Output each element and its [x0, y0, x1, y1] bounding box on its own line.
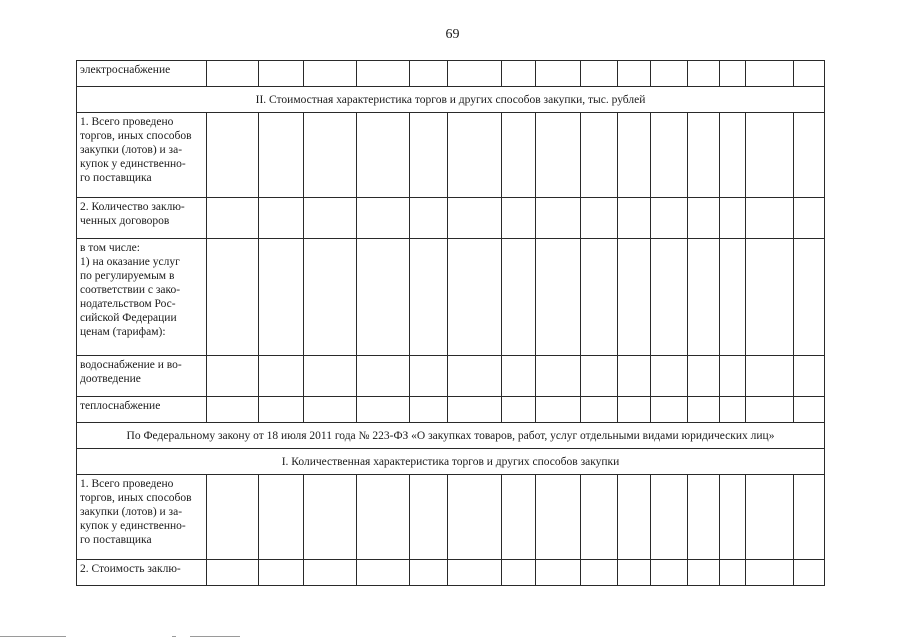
empty-cell [207, 560, 259, 586]
empty-cell [651, 61, 688, 87]
empty-cell [688, 61, 720, 87]
empty-cell [720, 198, 746, 239]
empty-cell [304, 397, 357, 423]
empty-cell [357, 397, 410, 423]
empty-cell [618, 113, 651, 198]
empty-cell [410, 61, 448, 87]
empty-cell [720, 239, 746, 356]
empty-cell [357, 475, 410, 560]
empty-cell [259, 560, 304, 586]
empty-cell [746, 560, 794, 586]
empty-cell [410, 198, 448, 239]
empty-cell [410, 560, 448, 586]
empty-cell [618, 61, 651, 87]
empty-cell [448, 61, 502, 87]
empty-cell [207, 475, 259, 560]
empty-cell [357, 198, 410, 239]
empty-cell [536, 198, 581, 239]
empty-cell [207, 198, 259, 239]
empty-cell [304, 61, 357, 87]
empty-cell [207, 239, 259, 356]
empty-cell [259, 239, 304, 356]
empty-cell [304, 356, 357, 397]
empty-cell [746, 61, 794, 87]
empty-cell [536, 61, 581, 87]
empty-cell [502, 61, 536, 87]
empty-cell [720, 397, 746, 423]
empty-cell [651, 356, 688, 397]
section-header-text: II. Стоимостная характеристика торгов и других способов закупки, тыс. рублей [255, 93, 646, 106]
section-header-row [77, 423, 825, 449]
row-label: теплоснабжение [77, 397, 207, 423]
empty-cell [720, 356, 746, 397]
empty-cell [651, 560, 688, 586]
table-row [77, 397, 825, 423]
empty-cell [720, 61, 746, 87]
empty-cell [502, 239, 536, 356]
empty-cell [357, 356, 410, 397]
footer-line [0, 636, 66, 637]
table-row [77, 356, 825, 397]
empty-cell [259, 356, 304, 397]
empty-cell [688, 560, 720, 586]
empty-cell [618, 397, 651, 423]
empty-cell [536, 397, 581, 423]
empty-cell [720, 113, 746, 198]
empty-cell [410, 239, 448, 356]
page-number: 69 [445, 27, 460, 42]
empty-cell [581, 113, 618, 198]
table-row [77, 198, 825, 239]
empty-cell [448, 560, 502, 586]
empty-cell [581, 397, 618, 423]
table-row [77, 560, 825, 586]
empty-cell [618, 356, 651, 397]
empty-cell [651, 198, 688, 239]
empty-cell [794, 239, 825, 356]
empty-cell [357, 239, 410, 356]
empty-cell [794, 198, 825, 239]
empty-cell [794, 356, 825, 397]
empty-cell [502, 356, 536, 397]
table-row [77, 475, 825, 560]
section-header-text: I. Количественная характеристика торгов и других способов закупки [281, 455, 620, 468]
empty-cell [536, 113, 581, 198]
empty-cell [618, 560, 651, 586]
empty-cell [651, 475, 688, 560]
empty-cell [536, 560, 581, 586]
section-header-text: По Федеральному закону от 18 июля 2011 года № 223-ФЗ «О закупках товаров, работ, услуг отдельными видами юридических лиц» [126, 429, 775, 442]
empty-cell [259, 475, 304, 560]
row-label: 1. Всего проведено торгов, иных способов закупки (лотов) и за- купок у единственно- го поставщика [77, 113, 207, 198]
empty-cell [357, 61, 410, 87]
row-label: электроснабжение [77, 61, 207, 87]
empty-cell [410, 475, 448, 560]
row-label: 2. Количество заклю- ченных договоров [77, 198, 207, 239]
empty-cell [259, 113, 304, 198]
empty-cell [207, 356, 259, 397]
empty-cell [448, 356, 502, 397]
empty-cell [651, 113, 688, 198]
empty-cell [746, 113, 794, 198]
empty-cell [259, 397, 304, 423]
empty-cell [581, 475, 618, 560]
empty-cell [688, 475, 720, 560]
empty-cell [207, 113, 259, 198]
empty-cell [794, 560, 825, 586]
empty-cell [746, 475, 794, 560]
empty-cell [304, 560, 357, 586]
row-label: в том числе: 1) на оказание услуг по регулируемым в соответствии с зако- нодательством Рос- сийской Федерации ценам (тарифам): [77, 239, 207, 356]
empty-cell [746, 198, 794, 239]
empty-cell [581, 356, 618, 397]
empty-cell [259, 61, 304, 87]
empty-cell [536, 475, 581, 560]
table-row [77, 113, 825, 198]
empty-cell [502, 198, 536, 239]
empty-cell [651, 239, 688, 356]
row-label: водоснабжение и во- доотведение [77, 356, 207, 397]
empty-cell [688, 356, 720, 397]
empty-cell [651, 397, 688, 423]
section-header [77, 87, 825, 113]
empty-cell [304, 239, 357, 356]
empty-cell [688, 198, 720, 239]
empty-cell [581, 61, 618, 87]
empty-cell [536, 356, 581, 397]
section-header [77, 423, 825, 449]
table-row [77, 239, 825, 356]
section-header-row [77, 87, 825, 113]
section-header-row [77, 449, 825, 475]
report-table [76, 60, 825, 586]
empty-cell [502, 560, 536, 586]
empty-cell [746, 356, 794, 397]
empty-cell [720, 560, 746, 586]
table-row [77, 61, 825, 87]
row-label: 1. Всего проведено торгов, иных способов закупки (лотов) и за- купок у единственно- го поставщика [77, 475, 207, 560]
empty-cell [502, 113, 536, 198]
empty-cell [304, 475, 357, 560]
empty-cell [618, 475, 651, 560]
empty-cell [207, 61, 259, 87]
empty-cell [688, 239, 720, 356]
empty-cell [357, 560, 410, 586]
empty-cell [688, 397, 720, 423]
empty-cell [618, 239, 651, 356]
empty-cell [502, 475, 536, 560]
footer-line [190, 636, 240, 637]
empty-cell [688, 113, 720, 198]
empty-cell [794, 397, 825, 423]
empty-cell [410, 397, 448, 423]
empty-cell [581, 560, 618, 586]
empty-cell [618, 198, 651, 239]
empty-cell [448, 475, 502, 560]
empty-cell [581, 239, 618, 356]
empty-cell [448, 397, 502, 423]
empty-cell [304, 198, 357, 239]
empty-cell [448, 113, 502, 198]
empty-cell [794, 113, 825, 198]
empty-cell [304, 113, 357, 198]
section-header [77, 449, 825, 475]
empty-cell [502, 397, 536, 423]
empty-cell [448, 239, 502, 356]
empty-cell [410, 356, 448, 397]
empty-cell [794, 475, 825, 560]
empty-cell [448, 198, 502, 239]
footer-line [172, 636, 176, 637]
empty-cell [259, 198, 304, 239]
empty-cell [746, 397, 794, 423]
empty-cell [720, 475, 746, 560]
empty-cell [357, 113, 410, 198]
empty-cell [410, 113, 448, 198]
empty-cell [794, 61, 825, 87]
row-label: 2. Стоимость заклю- [77, 560, 207, 586]
empty-cell [581, 198, 618, 239]
empty-cell [207, 397, 259, 423]
empty-cell [536, 239, 581, 356]
empty-cell [746, 239, 794, 356]
